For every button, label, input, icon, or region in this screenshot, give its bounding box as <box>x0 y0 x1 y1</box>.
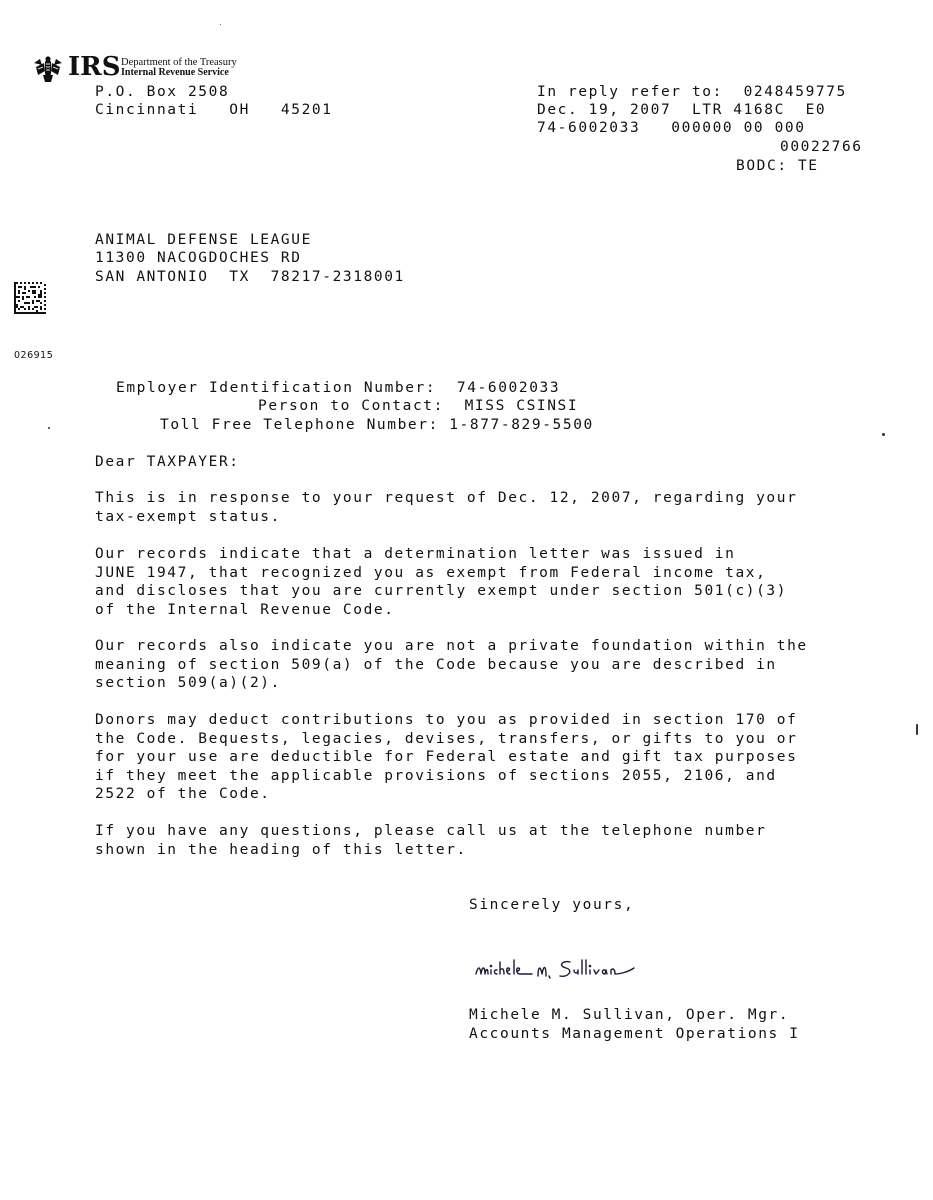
datamatrix-barcode <box>14 282 46 314</box>
agency-subtitle <box>121 58 237 78</box>
paragraph-response: This is in response to your request of Dec. 12, 2007, regarding your tax-exempt status. <box>95 490 798 525</box>
scan-speck <box>220 24 221 25</box>
signer-department: Accounts Management Operations I <box>469 1026 800 1042</box>
department-name: Department of the Treasury <box>121 57 237 68</box>
recipient-city-state-zip: SAN ANTONIO TX 78217-2318001 <box>95 269 405 285</box>
recipient-street: 11300 NACOGDOCHES RD <box>95 250 302 266</box>
reference-sequence: 00022766 <box>780 139 863 155</box>
recipient-name: ANIMAL DEFENSE LEAGUE <box>95 232 312 248</box>
reference-date-line: Dec. 19, 2007 LTR 4168C E0 <box>537 102 827 118</box>
person-to-contact-row: Person to Contact: MISS CSINSI <box>258 398 579 414</box>
document-code: 026915 <box>14 350 54 361</box>
paragraph-determination: Our records indicate that a determination letter was issued in JUNE 1947, that recognized you as exempt from Federal income tax, and discloses that you are currently exempt under section 501(c)(3) of the Internal Revenue Code. <box>95 546 788 618</box>
reference-line: In reply refer to: 0248459775 <box>537 84 847 100</box>
service-name: Internal Revenue Service <box>121 67 229 78</box>
paragraph-foundation-status: Our records also indicate you are not a private foundation within the meaning of section 509(a) of the Code because you are described in section 509(a)(2). <box>95 638 808 692</box>
sender-address-line2: Cincinnati OH 45201 <box>95 102 333 118</box>
scan-speck <box>916 724 918 735</box>
eagle-icon <box>32 55 64 83</box>
reference-bodc: BODC: TE <box>736 158 819 174</box>
ein-row: Employer Identification Number: 74-6002033 <box>116 380 561 396</box>
toll-free-phone-row: Toll Free Telephone Number: 1-877-829-5500 <box>160 417 594 433</box>
closing: Sincerely yours, <box>469 897 635 913</box>
salutation: Dear TAXPAYER: <box>95 454 240 470</box>
irs-wordmark: IRS <box>68 52 121 82</box>
paragraph-questions: If you have any questions, please call us at the telephone number shown in the heading of this letter. <box>95 823 767 858</box>
signer-name-title: Michele M. Sullivan, Oper. Mgr. <box>469 1007 790 1023</box>
scan-speck <box>48 427 50 429</box>
handwritten-signature <box>472 952 642 992</box>
scan-speck <box>882 433 885 436</box>
sender-address-line1: P.O. Box 2508 <box>95 84 230 100</box>
reference-ein-line: 74-6002033 000000 00 000 <box>537 120 806 136</box>
paragraph-deductibility: Donors may deduct contributions to you as provided in section 170 of the Code. Bequests, legacies, devises, transfers, or gifts to you or for your use are deductible for Federal estate and gift tax purposes if they meet the applicable provisions of sections 2055, 2106, and 2522 of the Code. <box>95 712 798 803</box>
